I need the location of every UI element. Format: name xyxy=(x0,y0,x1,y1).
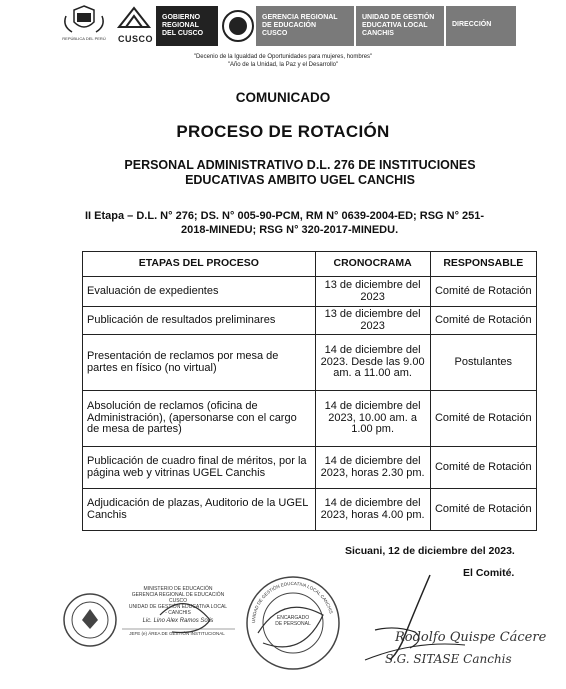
responsible-cell: Comité de Rotación xyxy=(430,307,536,335)
handwritten-role: S.G. SITASE Canchis xyxy=(385,652,512,666)
subtitle-line-1: PERSONAL ADMINISTRATIVO D.L. 276 DE INSTITUCIONES xyxy=(124,158,476,172)
schedule-cell: 13 de diciembre del 2023 xyxy=(315,277,430,307)
header-etapas: ETAPAS DEL PROCESO xyxy=(83,252,316,277)
document-title: PROCESO DE ROTACIÓN xyxy=(176,122,390,141)
table-row xyxy=(83,307,537,335)
left-seal-role: JEFE (e) ÁREA DE GESTIÓN INSTITUCIONAL xyxy=(129,631,225,636)
left-seal-line-1: MINISTERIO DE EDUCACIÓN xyxy=(143,586,213,592)
middle-seal-stamp xyxy=(243,573,343,673)
gob-line-1: GOBIERNO xyxy=(162,14,201,21)
gobierno-regional-block xyxy=(156,6,218,46)
schedule-cell: 14 de diciembre del 2023, horas 4.00 pm. xyxy=(315,489,430,531)
middle-seal-ring-text: UNIDAD DE GESTIÓN EDUCATIVA LOCAL CANCHIS xyxy=(250,580,334,624)
left-seal-name: Lic. Lino Alex Ramos Solis xyxy=(142,618,214,624)
document-subtitle xyxy=(60,158,540,188)
letterhead xyxy=(58,2,516,50)
stage-cell: Absolución de reclamos (oficina de Administración), (apersonarse con el cargo de mesa de partes) xyxy=(83,391,316,447)
left-seal-stamp xyxy=(60,585,240,655)
mottos xyxy=(0,53,566,69)
stage-cell: Publicación de cuadro final de méritos, por la página web y vitrinas UGEL Canchis xyxy=(83,447,316,489)
header-cronograma: CRONOCRAMA xyxy=(315,252,430,277)
motto-2: "Año de la Unidad, la Paz y el Desarrollo" xyxy=(227,62,339,68)
ugel-line-1: UNIDAD DE GESTIÓN xyxy=(362,14,435,21)
table-row xyxy=(83,489,537,531)
handwritten-name: Rodolfo Quispe Cácere xyxy=(395,630,547,645)
peru-shield-logo xyxy=(58,2,110,50)
table-row xyxy=(83,447,537,489)
place-date: Sicuani, 12 de diciembre del 2023. xyxy=(345,545,515,557)
middle-seal-inner: ENCARGADO DE PERSONAL xyxy=(275,615,311,627)
stage-cell: Evaluación de expedientes xyxy=(83,277,316,307)
gob-line-2: REGIONAL xyxy=(162,22,199,29)
handwritten-signature xyxy=(355,570,555,680)
legal-line-1: II Etapa – D.L. N° 276; DS. N° 005-90-PCM, RM N° 0639-2004-ED; RSG N° 251- xyxy=(85,210,485,222)
gerencia-line-3: CUSCO xyxy=(262,30,288,37)
ugel-line-2: EDUCATIVA LOCAL xyxy=(362,22,428,29)
legal-reference xyxy=(85,209,525,237)
schedule-cell: 13 de diciembre del 2023 xyxy=(315,307,430,335)
responsible-cell: Comité de Rotación xyxy=(430,489,536,531)
direccion-block xyxy=(446,6,516,46)
subtitle-line-2: EDUCATIVAS AMBITO UGEL CANCHIS xyxy=(185,173,415,187)
direccion-label: DIRECCIÓN xyxy=(452,21,492,28)
left-seal-line-3: UNIDAD DE GESTIÓN EDUCATIVA LOCAL - CANCHIS xyxy=(128,604,228,616)
table-row xyxy=(83,277,537,307)
legal-line-2: 2018-MINEDU; RSG N° 320-2017-MINEDU. xyxy=(181,224,399,236)
stage-cell: Publicación de resultados preliminares xyxy=(83,307,316,335)
table-header-row xyxy=(83,252,537,277)
schedule-cell: 14 de diciembre del 2023, horas 2.30 pm. xyxy=(315,447,430,489)
comunicado-heading: COMUNICADO xyxy=(235,90,331,105)
gob-line-3: DEL CUSCO xyxy=(162,30,204,37)
motto-1: "Decenio de la Igualdad de Oportunidades para mujeres, hombres" xyxy=(193,54,373,60)
signed-by: El Comité. xyxy=(463,567,515,579)
responsible-cell: Comité de Rotación xyxy=(430,277,536,307)
schedule-cell: 14 de diciembre del 2023, 10.00 am. a 1.00 pm. xyxy=(315,391,430,447)
gerencia-line-2: DE EDUCACIÓN xyxy=(262,22,317,29)
responsible-cell: Postulantes xyxy=(430,335,536,391)
cusco-emblem-icon xyxy=(116,5,152,33)
header-responsable: RESPONSABLE xyxy=(430,252,536,277)
responsible-cell: Comité de Rotación xyxy=(430,391,536,447)
stage-cell: Adjudicación de plazas, Auditorio de la UGEL Canchis xyxy=(83,489,316,531)
ugel-line-3: CANCHIS xyxy=(362,30,394,37)
ugel-block xyxy=(356,6,444,46)
schedule-cell: 14 de diciembre del 2023. Desde las 9.00 am. a 11.00 am. xyxy=(315,335,430,391)
process-table xyxy=(82,251,537,531)
table-row xyxy=(83,335,537,391)
gerencia-line-1: GERENCIA REGIONAL xyxy=(262,14,338,21)
responsible-cell: Comité de Rotación xyxy=(430,447,536,489)
gerencia-block xyxy=(256,6,354,46)
cusco-label: CUSCO xyxy=(118,34,154,44)
gerencia-seal-icon xyxy=(221,6,255,46)
shield-label: REPÚBLICA DEL PERÚ xyxy=(62,36,106,41)
stage-cell: Presentación de reclamos por mesa de partes en físico (no virtual) xyxy=(83,335,316,391)
left-seal-line-2: GERENCIA REGIONAL DE EDUCACIÓN CUSCO xyxy=(131,592,225,604)
table-row xyxy=(83,391,537,447)
